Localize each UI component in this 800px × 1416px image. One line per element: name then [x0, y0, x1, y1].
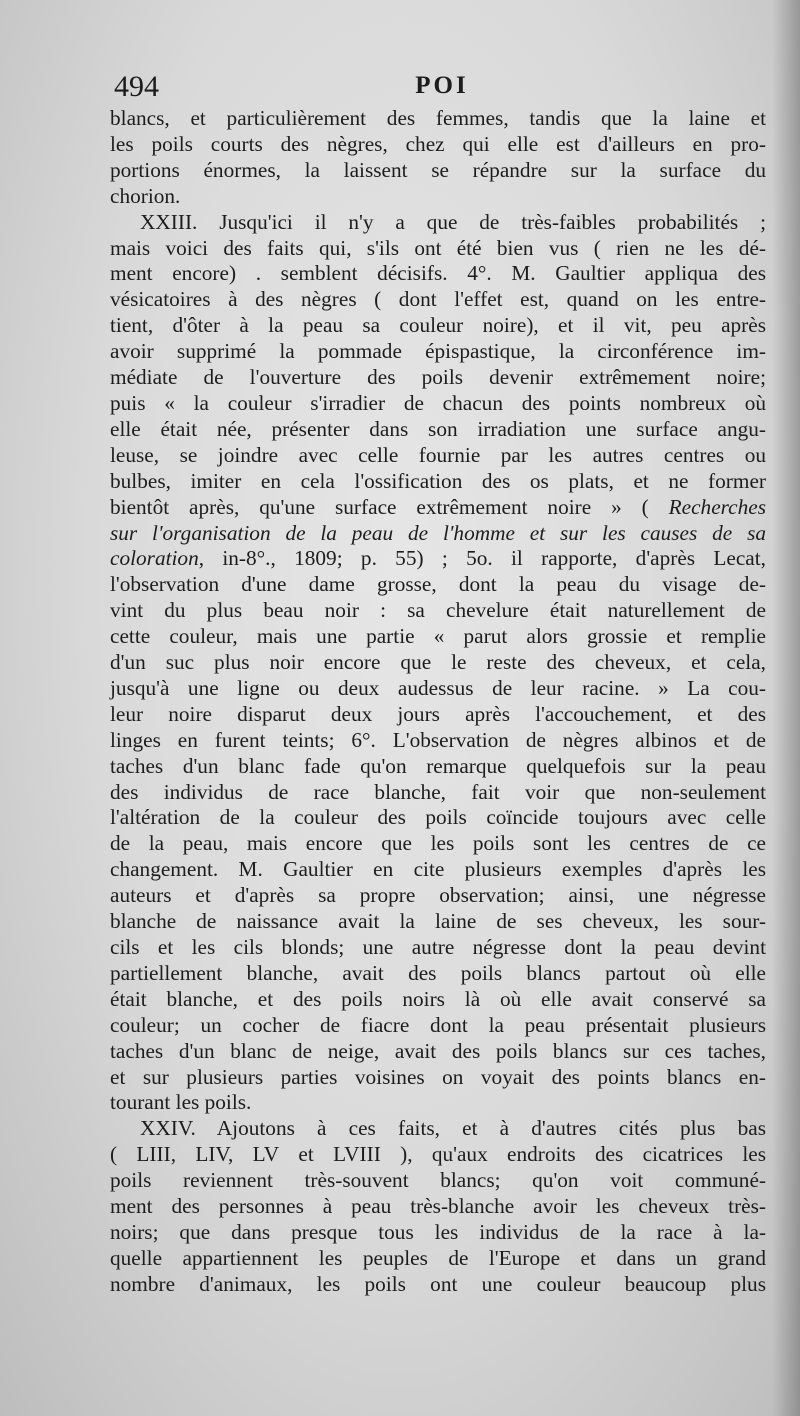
text-line: jusqu'à une ligne ou deux audessus de leur racine. » La cou-	[110, 675, 766, 700]
text-line: les poils courts des nègres, chez qui elle est d'ailleurs en pro-	[110, 131, 766, 156]
text-line: cils et les cils blonds; une autre négresse dont la peau devint	[110, 935, 766, 959]
citation-title: sur l'organisation de la peau de l'homme et sur les causes de sa	[110, 520, 766, 545]
text-line: blanche de naissance avait la laine de ses cheveux, les sour-	[110, 909, 766, 934]
text-line: blancs, et particulièrement des femmes, tandis que la laine et	[110, 106, 766, 130]
text-line: quelle appartiennent les peuples de l'Europe et dans un grand	[110, 1245, 766, 1270]
text-line: bulbes, imiter en cela l'ossification des os plats, et ne former	[110, 468, 766, 493]
text-line: l'altération de la couleur des poils coïncide toujours avec celle	[110, 805, 766, 830]
text-line: ment des personnes à peau très-blanche avoir les cheveux très-	[110, 1194, 766, 1219]
text-line: noirs; que dans presque tous les individus de la race à la-	[110, 1219, 766, 1244]
text-line: nombre d'animaux, les poils ont une couleur beaucoup plus	[110, 1271, 766, 1296]
text-line: portions énormes, la laissent se répandre sur la surface du	[110, 157, 766, 182]
binding-shadow	[772, 0, 800, 1416]
text-line: linges en furent teints; 6°. L'observation de nègres albinos et de	[110, 727, 766, 752]
cross-reference: LIII, LIV, LV	[136, 1142, 280, 1167]
page-number: 494	[114, 70, 159, 103]
text-line: avoir supprimé la pommade épispastique, la circonférence im-	[110, 339, 766, 364]
text-line: des individus de race blanche, fait voir que non-seulement	[110, 779, 766, 804]
text-line: médiate de l'ouverture des poils devenir extrêmement noire;	[110, 365, 766, 390]
text-line: d'un suc plus noir encore que le reste des cheveux, et cela,	[110, 650, 766, 675]
text-line: partiellement blanche, avait des poils blancs partout où elle	[110, 960, 766, 985]
text-line: de la peau, mais encore que les poils sont les centres de ce	[110, 831, 766, 856]
text-line: tient, d'ôter à la peau sa couleur noire), et il vit, peu après	[110, 313, 766, 338]
body-text	[110, 106, 766, 1298]
cross-reference: LVIII	[333, 1142, 381, 1167]
text-line: leur noire disparut deux jours après l'accouchement, et des	[110, 701, 766, 726]
paragraph-xxiii-start: XXIII. Jusqu'ici il n'y a que de très-faibles probabilités ;	[140, 209, 766, 234]
text-line: poils reviennent très-souvent blancs; qu'on voit communé-	[110, 1168, 766, 1193]
text-line: auteurs et d'après sa propre observation; ainsi, une négresse	[110, 883, 766, 908]
text-line: taches d'un blanc fade qu'on remarque quelquefois sur la peau	[110, 753, 766, 778]
text-line: ment encore) . semblent décisifs. 4°. M. Gaultier appliqua des	[110, 261, 766, 286]
paragraph-xxiv-start: XXIV. Ajoutons à ces faits, et à d'autres cités plus bas	[140, 1116, 766, 1141]
text-line: l'observation d'une dame grosse, dont la peau du visage de-	[110, 572, 766, 597]
text-line: elle était née, présenter dans son irradiation une surface angu-	[110, 416, 766, 441]
text-line: bientôt après, qu'une surface extrêmement noire » ( Recherches	[110, 494, 766, 519]
text-line: était blanche, et des poils noirs là où elle avait conservé sa	[110, 986, 766, 1011]
text-line: tourant les poils.	[110, 1090, 252, 1115]
text-line: et sur plusieurs parties voisines on voyait des points blancs en-	[110, 1064, 766, 1089]
text-line: chorion.	[110, 183, 181, 208]
text-line: ( LIII, LIV, LV et LVIII ), qu'aux endroits des cicatrices les	[110, 1142, 766, 1167]
text-line: changement. M. Gaultier en cite plusieurs exemples d'après les	[110, 857, 766, 882]
text-line: mais voici des faits qui, s'ils ont été bien vus ( rien ne les dé-	[110, 235, 766, 260]
text-line: puis « la couleur s'irradier de chacun des points nombreux où	[110, 390, 766, 415]
text-line: leuse, se joindre avec celle fournie par les autres centres ou	[110, 442, 766, 467]
citation-title: Recherches	[668, 494, 766, 519]
text-line: taches d'un blanc de neige, avait des poils blancs sur ces taches,	[110, 1038, 766, 1063]
text-line: coloration, in-8°., 1809; p. 55) ; 5o. il rapporte, d'après Lecat,	[110, 546, 766, 571]
text-line: vint du plus beau noir : sa chevelure était naturellement de	[110, 598, 766, 623]
text-line: cette couleur, mais une partie « parut alors grossie et remplie	[110, 624, 766, 649]
page-header	[112, 70, 772, 110]
text-line: vésicatoires à des nègres ( dont l'effet est, quand on les entre-	[110, 287, 766, 312]
citation-title: coloration	[110, 546, 199, 571]
text-line: couleur; un cocher de fiacre dont la peau présentait plusieurs	[110, 1012, 766, 1037]
running-head: POI	[415, 72, 469, 99]
